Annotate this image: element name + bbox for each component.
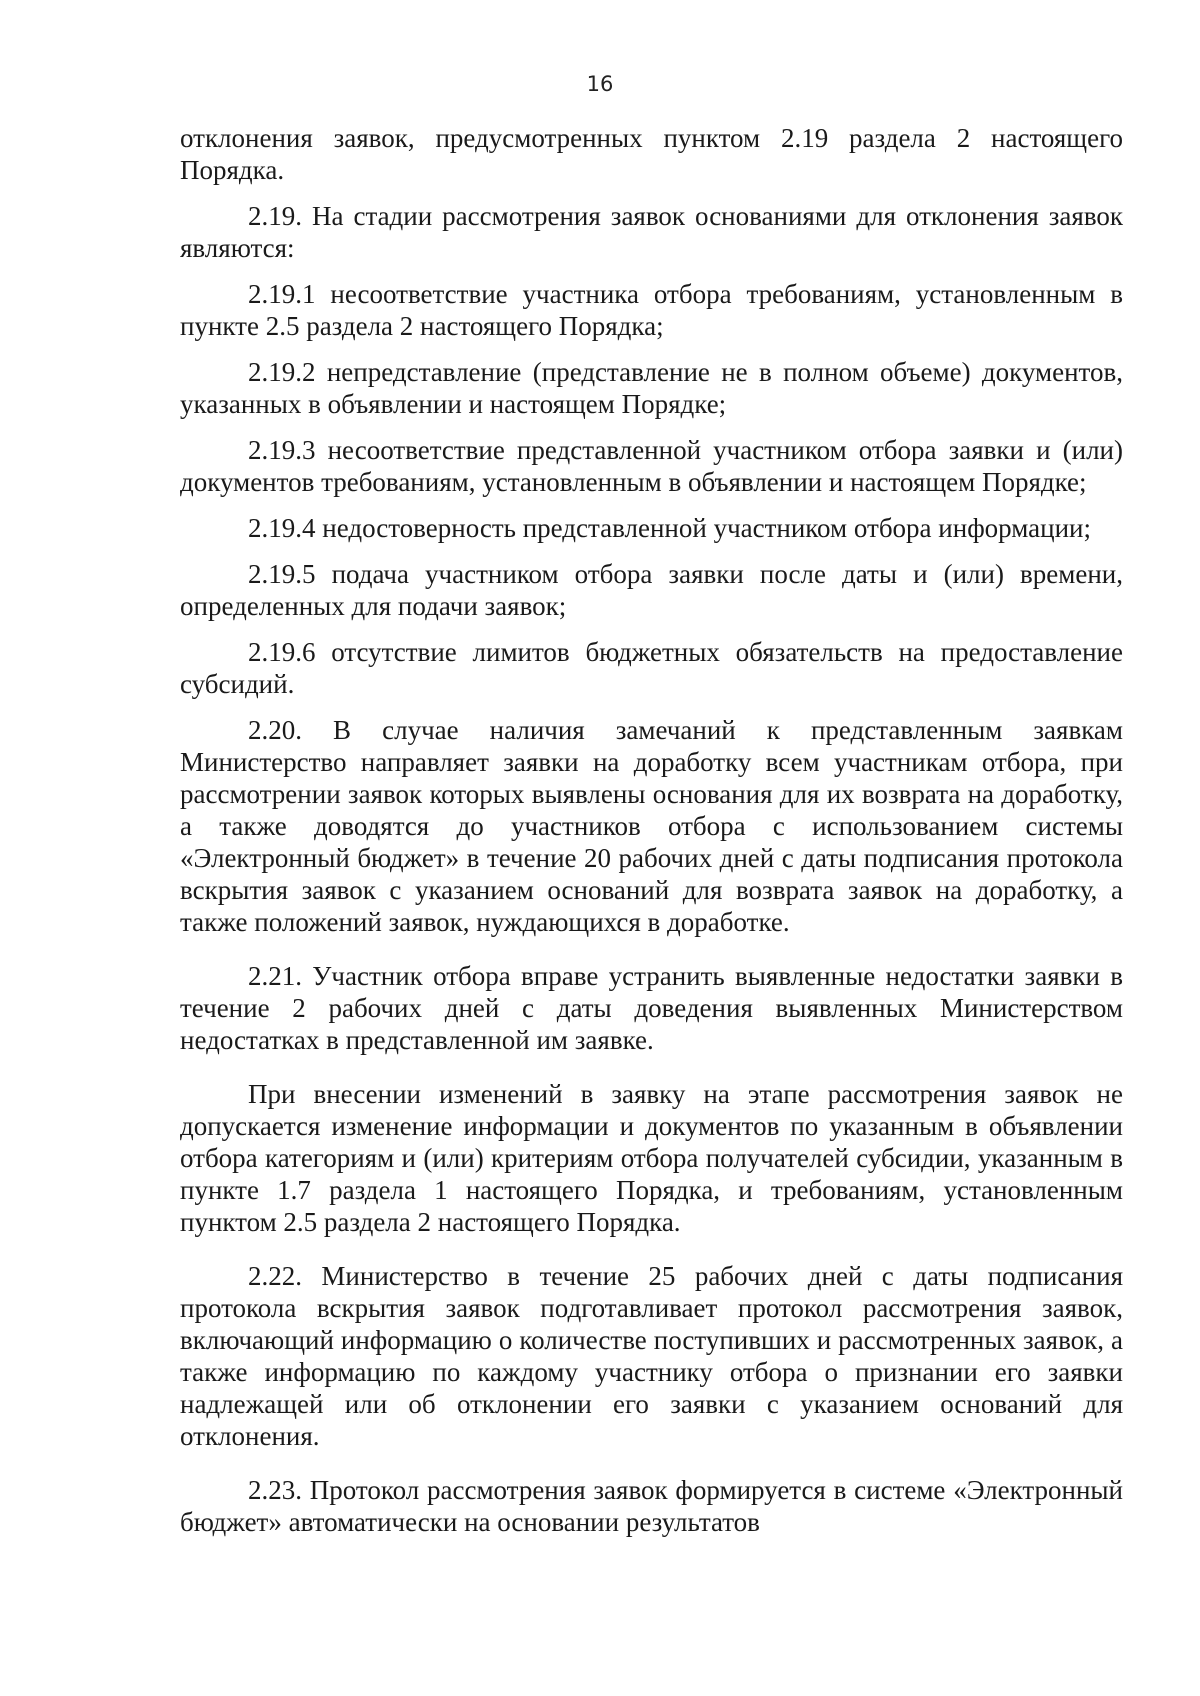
- paragraph-2-21: 2.21. Участник отбора вправе устранить выявленные недостатки заявки в течение 2 рабочих дней с даты доведения выявленных Министерством недостатках в представленной им заявке.: [180, 961, 1123, 1055]
- paragraph-2-21-amendments: При внесении изменений в заявку на этапе рассмотрения заявок не допускается изменение информации и документов по указанным в объявлении отбора категориям и (или) критериям отбора получателей субсидии, указанным в пункте 1.7 раздела 1 настоящего Порядка, и требованиям, установленным пунктом 2.5 раздела 2 настоящего Порядка.: [180, 1079, 1123, 1237]
- paragraph-2-19: 2.19. На стадии рассмотрения заявок основаниями для отклонения заявок являются:: [180, 201, 1123, 263]
- paragraph-2-19-3: 2.19.3 несоответствие представленной участником отбора заявки и (или) документов требованиям, установленным в объявлении и настоящем Порядке;: [180, 435, 1123, 497]
- paragraph-2-19-4: 2.19.4 недостоверность представленной участником отбора информации;: [248, 513, 1092, 543]
- paragraph-2-19-2: 2.19.2 непредставление (представление не в полном объеме) документов, указанных в объявлении и настоящем Порядке;: [180, 357, 1123, 419]
- paragraph-2-19-5: 2.19.5 подача участником отбора заявки после даты и (или) времени, определенных для подачи заявок;: [180, 559, 1123, 621]
- document-body: [180, 122, 1123, 1552]
- paragraph-2-19-1: 2.19.1 несоответствие участника отбора требованиям, установленным в пункте 2.5 раздела 2 настоящего Порядка;: [180, 279, 1123, 341]
- paragraph-2-20: 2.20. В случае наличия замечаний к представленным заявкам Министерство направляет заявки на доработку всем участникам отбора, при рассмотрении заявок которых выявлены основания для их возврата на доработку, а также доводятся до участников отбора с использованием системы «Электронный бюджет» в течение 20 рабочих дней с даты подписания протокола вскрытия заявок с указанием оснований для возврата заявок на доработку, а также положений заявок, нуждающихся в доработке.: [180, 715, 1123, 937]
- page-number: 16: [586, 72, 614, 96]
- paragraph-continuation: отклонения заявок, предусмотренных пунктом 2.19 раздела 2 настоящего Порядка.: [180, 123, 1123, 185]
- paragraph-2-22: 2.22. Министерство в течение 25 рабочих дней с даты подписания протокола вскрытия заявок подготавливает протокол рассмотрения заявок, включающий информацию о количестве поступивших и рассмотренных заявок, а также информацию по каждому участнику отбора о признании его заявки надлежащей или об отклонении его заявки с указанием оснований для отклонения.: [180, 1261, 1123, 1451]
- paragraph-2-23: 2.23. Протокол рассмотрения заявок формируется в системе «Электронный бюджет» автоматически на основании результатов: [180, 1475, 1123, 1537]
- paragraph-2-19-6: 2.19.6 отсутствие лимитов бюджетных обязательств на предоставление субсидий.: [180, 637, 1123, 699]
